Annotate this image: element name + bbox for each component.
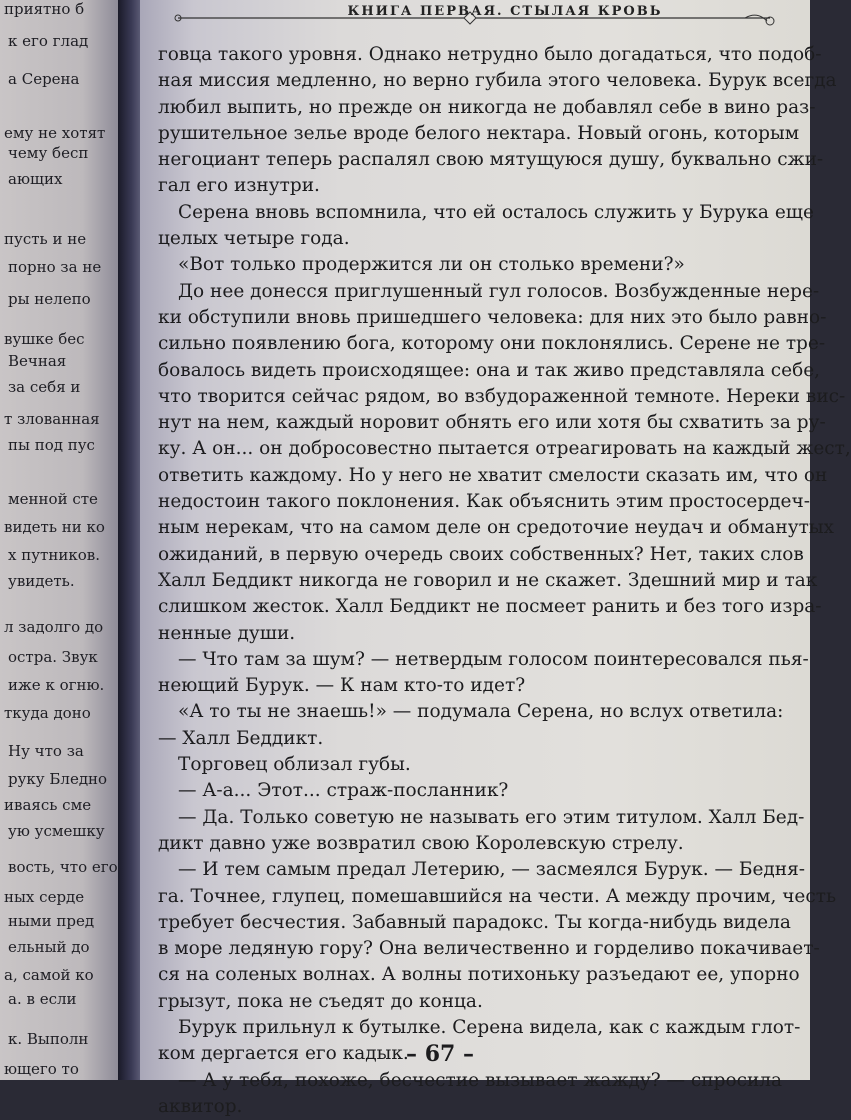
left-page-fragment: ельный до [8,938,90,956]
left-page-fragment: ры нелепо [8,290,91,308]
left-page-fragment: увидеть. [8,572,75,590]
text-line: — Что там за шум? — нетвердым голосом поинтересовался пья- [178,648,809,670]
text-line: «А то ты не знаешь!» — подумала Серена, но вслух ответила: [178,701,784,723]
text-line: ком дергается его кадык. [158,1043,409,1065]
left-page-fragment: к его глад [8,32,89,50]
text-line: говца такого уровня. Однако нетрудно было догадаться, что подоб- [158,44,822,65]
text-line: — А у тебя, похоже, бесчестие вызывает жажду? — спросила [178,1069,783,1091]
page-number: – 67 – [406,1041,474,1067]
left-page-fragment: Ну что за [8,742,84,760]
text-line: в море ледяную гору? Она величественно и горделиво покачивает- [158,938,820,960]
left-page-fragment: Вечная [8,352,67,370]
text-line: — А-а... Этот... страж-посланник? [178,780,509,802]
text-line: нут на нем, каждый норовит обнять его или хотя бы схватить за ру- [158,412,826,434]
left-page-fragment: вушке бес [4,330,85,348]
text-line: ки обступили вновь пришедшего человека: для них это было равно- [158,306,827,328]
text-line: Торговец облизал губы. [178,754,411,776]
left-page-fragment: ую усмешку [8,822,105,840]
left-page-fragment: ижe к огню. [8,676,105,694]
text-line: слишком жесток. Халл Беддикт не посмеет ранить и без того изра- [158,596,822,618]
text-line: Бурук прильнул к бутылке. Серена видела, как с каждым глот- [178,1016,801,1038]
left-page-fragment: а. в если [8,990,77,1008]
left-page-fragment: за себя и [8,378,81,396]
text-line: га. Точнее, глупец, помешавшийся на чести. А между прочим, честь [158,885,837,907]
text-line: Халл Беддикт никогда не говорил и не скажет. Здешний мир и так [158,569,818,591]
text-line: гал его изнутри. [158,175,320,197]
text-line: любил выпить, но прежде он никогда не добавлял себе в вино раз- [158,96,816,118]
left-page-fragment: иваясь сме [4,796,92,814]
text-line: требует бесчестия. Забавный парадокс. Ты когда-нибудь видела [158,911,791,933]
text-line: недостоин такого поклонения. Как объяснить этим простосердеч- [158,491,810,513]
text-line: целых четыре года. [158,228,350,250]
text-line: неющий Бурук. — К нам кто-то идет? [158,675,526,697]
left-page-fragment: приятно б [4,0,85,18]
text-line: До нее донесся приглушенный гул голосов. Возбужденные нере- [178,280,820,302]
text-line: сильно появлению бога, которому они поклонялись. Серене не тре- [158,333,826,355]
text-line: грызут, пока не съедят до конца. [158,990,483,1012]
text-line: бовалось видеть происходящее: она и так живо представляла себе, [158,359,821,381]
text-line: ная миссия медленно, но верно губила этого человека. Бурук всегда [158,70,837,92]
left-page-fragment: ющего то [4,1060,79,1078]
left-page-fragment: пы под пус [8,436,95,454]
left-page-fragment: чему бесп [8,144,89,162]
text-line: рушительное зелье вроде белого нектара. Новый огонь, которым [158,122,800,144]
running-header [170,4,780,32]
left-page-fragment: ных серде [4,888,85,906]
text-line: аквитор. [158,1095,243,1117]
text-line: «Вот только продержится ли он столько времени?» [178,254,685,276]
text-line: Серена вновь вспомнила, что ей осталось служить у Бурука еще [178,201,814,223]
left-page-fragment: а Серена [8,70,80,88]
left-page [0,0,118,1080]
text-line: ненные души. [158,622,296,644]
left-page-fragment: к. Выполн [8,1030,89,1048]
left-page-fragment: а, самой ко [4,966,94,984]
left-page-fragment: руку Бледно [8,770,108,788]
text-line: ся на соленых волнах. А волны потихоньку разъедают ее, упорно [158,964,800,986]
right-page [140,0,851,1117]
text-line: дикт давно уже возвратил свою Королевскую стрелу. [158,832,684,854]
header-title: КНИГА ПЕРВАЯ. СТЫЛАЯ КРОВЬ [347,4,663,19]
left-page-fragment: порно за не [8,258,102,276]
text-line: ответить каждому. Но у него не хватит смелости сказать им, что он [158,464,828,486]
left-page-fragment: ткуда доно [4,704,91,722]
left-page-fragment: л задолго до [4,618,104,636]
left-page-fragment: остра. Звук [8,648,98,666]
text-line: что творится сейчас рядом, во взбудораженной темноте. Нереки вис- [158,385,846,407]
left-page-fragment: х путников. [8,546,100,564]
left-page-fragment: вость, что его [8,858,118,876]
text-line: ку. А он... он добросовестно пытается отреагировать на каждый жест, [158,438,851,460]
text-line: — И тем самым предал Летерию, — засмеялся Бурук. — Бедня- [178,859,806,881]
left-page-fragment: т злованная [4,410,100,428]
text-line: — Халл Беддикт. [158,727,324,749]
left-page-fragment: пусть и не [4,230,87,248]
text-line: — Да. Только советую не называть его этим титулом. Халл Бед- [178,806,805,828]
left-page-fragment: видеть ни ко [4,518,105,536]
text-line: ным нерекам, что на самом деле он средоточие неудач и обманутых [158,517,834,539]
text-line: ожиданий, в первую очередь своих собственных? Нет, таких слов [158,543,804,565]
body-text [158,42,851,1120]
left-page-fragment: ающих [8,170,63,188]
left-page-fragment: ему не хотят [4,124,106,142]
text-line: негоциант теперь распалял свою мятущуюся душу, буквально сжи- [158,149,824,171]
left-page-fragment: менной сте [8,490,98,508]
left-page-fragment: ными пред [8,912,95,930]
